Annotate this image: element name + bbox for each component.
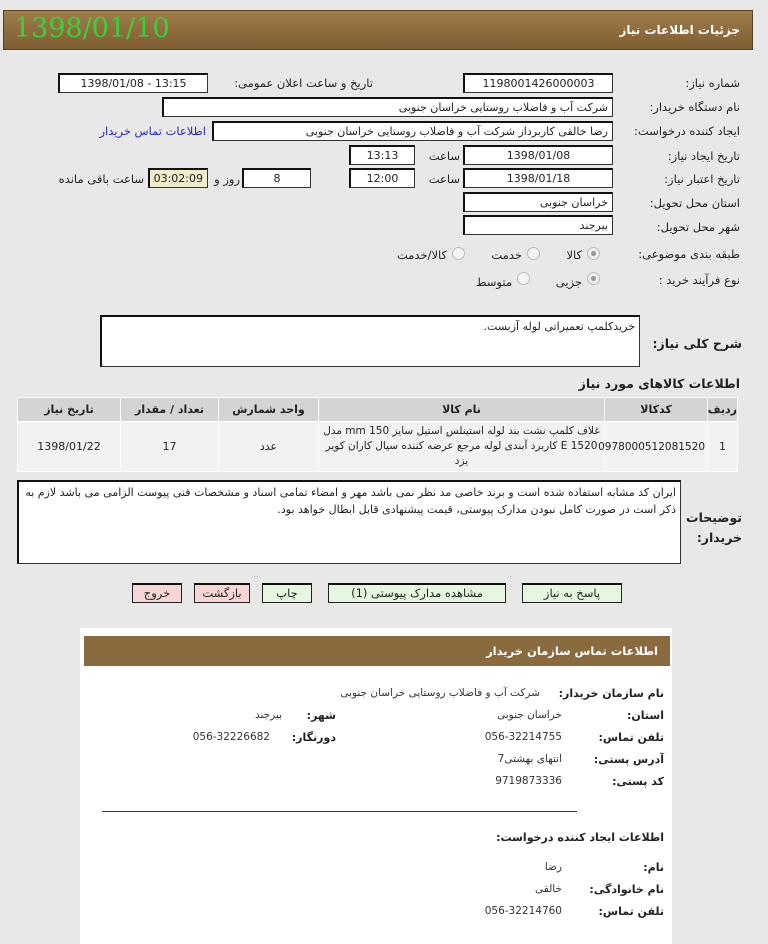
creator-phone-label: تلفن تماس:	[598, 905, 664, 918]
process-label: نوع فرآیند خرید :	[658, 273, 740, 287]
validity-date-field[interactable]: 1398/01/18	[463, 168, 613, 188]
cell-qty: 17	[121, 422, 219, 472]
exit-button[interactable]: خروج	[132, 583, 182, 603]
category-option-service: خدمت	[491, 248, 522, 262]
process-radio-medium[interactable]	[517, 272, 530, 285]
family-label: نام خانوادگی:	[589, 883, 664, 896]
creator-field[interactable]: رضا خالقی کاربرداز شرکت آب و فاضلاب روستایی خراسان جنوبی	[212, 121, 613, 141]
province-label: استان محل تحویل:	[649, 196, 740, 210]
postal-value: 9719873336	[495, 775, 562, 787]
col-qty: تعداد / مقدار	[121, 398, 219, 422]
validity-label: تاریخ اعتبار نیاز:	[664, 172, 740, 186]
col-date: تاریخ نیاز	[18, 398, 121, 422]
table-row	[18, 422, 738, 472]
name-label: نام:	[643, 861, 664, 874]
buyer-contact-link[interactable]: اطلاعات تماس خریدار	[99, 124, 206, 138]
address-label: آدرس پستی:	[593, 753, 664, 766]
contact-title: اطلاعات تماس سازمان خریدار	[486, 644, 658, 658]
print-button[interactable]: چاپ	[262, 583, 312, 603]
address-value: انتهای بهشتی7	[497, 753, 562, 765]
fax-value: 056-32226682	[192, 731, 270, 743]
created-time-label: ساعت	[428, 149, 460, 163]
cell-code: 0978000512081520	[605, 422, 708, 472]
back-button[interactable]: بازگشت	[194, 583, 250, 603]
cell-row: 1	[708, 422, 738, 472]
creator-section-title: اطلاعات ایجاد کننده درخواست:	[496, 831, 664, 844]
announce-field[interactable]: 1398/01/08 - 13:15	[58, 73, 208, 93]
table-header-row	[18, 398, 738, 422]
buyer-label: نام دستگاه خریدار:	[649, 100, 740, 114]
category-option-both: کالا/خدمت	[396, 248, 447, 262]
page-header	[3, 10, 753, 50]
city-value: بیرجند	[254, 709, 282, 721]
current-date: 1398/01/10	[14, 13, 170, 44]
category-radio-both[interactable]	[452, 247, 465, 260]
items-table	[17, 397, 738, 472]
desc-label: توضیحات خریدار:	[686, 510, 742, 545]
province-field[interactable]: خراسان جنوبی	[463, 192, 613, 212]
category-radio-service[interactable]	[527, 247, 540, 260]
col-row: ردیف	[708, 398, 738, 422]
created-time-field[interactable]: 13:13	[349, 145, 415, 165]
created-date-label: تاریخ ایجاد نیاز:	[667, 149, 740, 163]
summary-label: شرح کلی نیاز:	[652, 336, 742, 351]
family-value: خالقی	[535, 883, 562, 895]
validity-time-field[interactable]: 12:00	[349, 168, 415, 188]
phone-value: 056-32214755	[484, 731, 562, 743]
category-label: طبقه بندی موضوعی:	[638, 247, 740, 261]
col-code: کدکالا	[605, 398, 708, 422]
items-title: اطلاعات کالاهای مورد نیاز	[578, 376, 740, 391]
summary-textarea[interactable]: خریدکلمپ تعمیراتی لوله آزبست.	[100, 315, 640, 367]
announce-label: تاریخ و ساعت اعلان عمومی:	[234, 76, 373, 90]
reply-button[interactable]: پاسخ به نیاز	[522, 583, 622, 603]
city-label: شهر:	[306, 709, 336, 722]
process-option-medium: متوسط	[475, 275, 512, 289]
validity-time-label: ساعت	[428, 172, 460, 186]
col-name: نام کالا	[319, 398, 605, 422]
creator-label: ایجاد کننده درخواست:	[634, 124, 740, 138]
created-date-field[interactable]: 1398/01/08	[463, 145, 613, 165]
buyer-field[interactable]: شرکت آب و فاضلاب روستایی خراسان جنوبی	[162, 97, 613, 117]
province-label: استان:	[627, 709, 664, 722]
name-value: رضا	[544, 861, 562, 873]
city-label: شهر محل تحویل:	[656, 220, 740, 234]
days-field[interactable]: 8	[242, 168, 311, 188]
phone-label: تلفن تماس:	[598, 731, 664, 744]
creator-phone-value: 056-32214760	[484, 905, 562, 917]
cell-name: غلاف کلمپ نشت بند لوله استینلس استیل سایز 150 mm مدل E 1520 کاربرد آبندی لوله مرجع عرضه کننده سیال کاران کویر یزد	[319, 422, 605, 472]
remaining-time-field: 03:02:09	[148, 168, 208, 188]
page-title: جزئیات اطلاعات نیاز	[619, 23, 740, 37]
col-unit: واحد شمارش	[219, 398, 319, 422]
fax-label: دورنگار:	[291, 731, 336, 744]
days-label: روز و	[214, 172, 240, 186]
province-value: خراسان جنوبی	[496, 709, 562, 721]
need-number-field[interactable]: 1198001426000003	[463, 73, 613, 93]
process-option-minor: جزیی	[555, 275, 582, 289]
cell-date: 1398/01/22	[18, 422, 121, 472]
view-docs-button[interactable]: مشاهده مدارک پیوستی (1)	[328, 583, 506, 603]
remaining-label: ساعت باقی مانده	[58, 172, 144, 186]
divider	[102, 811, 577, 812]
need-number-label: شماره نیاز:	[685, 76, 740, 90]
city-field[interactable]: بیرجند	[463, 215, 613, 235]
category-option-goods: کالا	[566, 248, 582, 262]
postal-label: کد پستی:	[612, 775, 664, 788]
category-radio-goods[interactable]	[587, 247, 600, 260]
cell-unit: عدد	[219, 422, 319, 472]
desc-textarea[interactable]: ایران کد مشابه استفاده شده است و برند خاصی مد نظر نمی باشد مهر و امضاء تمامی اسناد و مشخصات فنی پیوست الزامی می باشد لازم به ذکر است در صورت کامل نبودن مدارک پیوستی، قیمت پیشنهادی قابل ابطال خواهد بود.	[17, 480, 681, 564]
contact-panel-header	[84, 636, 670, 666]
org-value: شرکت آب و فاضلاب روستایی خراسان جنوبی	[340, 687, 540, 699]
org-label: نام سازمان خریدار:	[558, 687, 664, 700]
buyer-contact-panel	[80, 628, 672, 944]
process-radio-minor[interactable]	[587, 272, 600, 285]
